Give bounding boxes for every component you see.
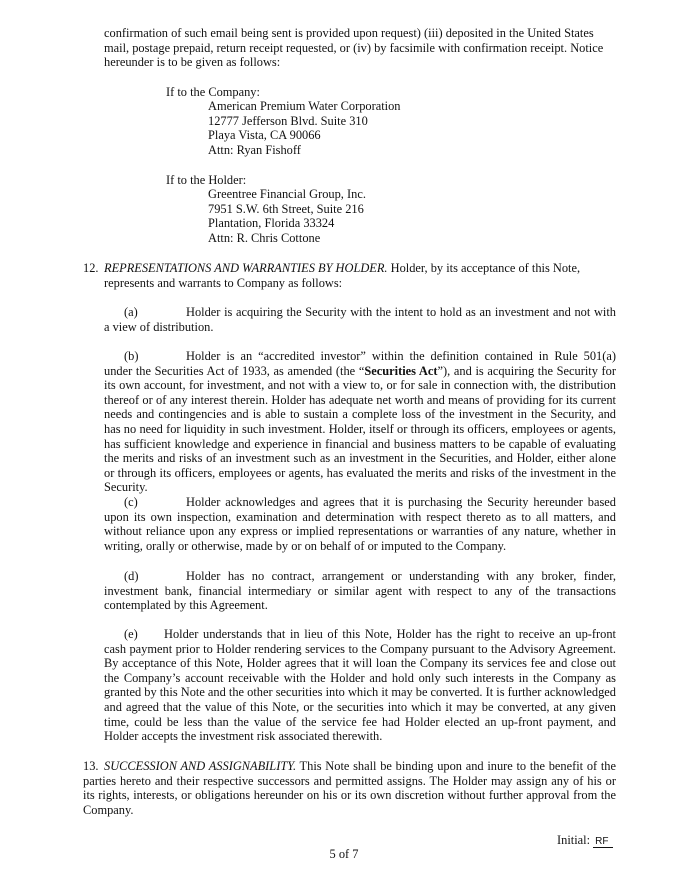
holder-address-heading: If to the Holder: xyxy=(166,173,247,187)
section-12c xyxy=(104,495,616,553)
company-street: 12777 Jefferson Blvd. Suite 310 xyxy=(208,114,368,128)
section-12-heading xyxy=(83,261,616,290)
company-name: American Premium Water Corporation xyxy=(208,99,401,113)
section-13-number: 13. xyxy=(83,759,99,773)
notice-line-3: hereunder is to be given as follows: xyxy=(104,55,281,70)
section-12-number: 12. xyxy=(83,261,99,275)
section-12d-text: Holder has no contract, arrangement or understanding with any broker, finder, investment bank, financial intermediary or similar agent with respect to any of the transactions contemplated by this Agreement. xyxy=(104,569,616,613)
holder-city: Plantation, Florida 33324 xyxy=(208,216,335,230)
company-address-heading: If to the Company: xyxy=(166,85,260,99)
page-number: 5 of 7 xyxy=(329,847,359,861)
section-12e-label: (e) xyxy=(124,627,138,641)
section-12c-text: Holder acknowledges and agrees that it is purchasing the Security hereunder based upon its own inspection, examination and determination with respect thereto as to all matters, and without reliance upon any express or implied representations or warranties of any nature, whether in writing, orally or otherwise, made by or on behalf of or imputed to the Company. xyxy=(104,495,616,553)
section-12b-label: (b) xyxy=(124,349,139,363)
section-12-title: REPRESENTATIONS AND WARRANTIES BY HOLDER. xyxy=(104,261,388,275)
holder-attn: Attn: R. Chris Cottone xyxy=(208,231,321,245)
section-12c-label: (c) xyxy=(124,495,138,509)
section-12b xyxy=(104,349,616,495)
section-12-intro-line-2: represents and warrants to Company as follows: xyxy=(104,275,343,290)
section-12a-text: Holder is acquiring the Security with the intent to hold as an investment and not with a view of distribution. xyxy=(104,305,616,334)
notice-line-1: confirmation of such email being sent is provided upon request) (iii) deposited in the United States xyxy=(104,26,594,40)
section-13-title: SUCCESSION AND ASSIGNABILITY. xyxy=(104,759,297,773)
securities-act-term: Securities Act xyxy=(364,363,438,378)
section-13-text: This Note shall be binding upon and inure to the benefit of the parties hereto and their respective successors and permitted assigns. The Holder may assign any of his or its rights, interests, or obligations hereunder on his or its own discretion without further approval from the Company. xyxy=(83,759,616,817)
section-12e-text: Holder understands that in lieu of this Note, Holder has the right to receive an up-front cash payment prior to Holder rendering services to the Company pursuant to the Advisory Agreement. By acceptance of this Note, Holder agrees that it will loan the Company its services fee and close out the Company’s account receivable with the Holder and hold only such interests in the Company as granted by this Note and the other securities into which it may be converted. It is further acknowledged and agreed that the value of this Note, or the securities into which it may be converted, at any given time, could be less than the value of the service fee had Holder elected an up-front payment, and Holder accepts the investment risk associated therewith. xyxy=(104,627,616,744)
section-13 xyxy=(83,759,616,817)
section-12-intro: Holder, by its acceptance of this Note, xyxy=(387,261,581,275)
notice-paragraph xyxy=(104,26,616,70)
notice-line-2: mail, postage prepaid, return receipt requested, or (iv) by facsimile with confirmation receipt. Notice xyxy=(104,40,604,55)
holder-name: Greentree Financial Group, Inc. xyxy=(208,187,366,201)
section-12e xyxy=(104,627,616,744)
holder-street: 7951 S.W. 6th Street, Suite 216 xyxy=(208,202,364,216)
section-12a-label: (a) xyxy=(124,305,138,319)
section-12b-text-post: ”), and is acquiring the Security for its own account, for investment, and not with a view to, or for sale in connection with, the distribution thereof or of any interest therein. Holder has adequate net worth and means of providing for its current needs and contingencies and is able to sustain a complete loss of the investment in the Security, and has no need for liquidity in such investment. Holder, itself or through its officers, employees or agents, has sufficient knowledge and experience in financial and business matters to be capable of evaluating the merits and risks of an investment such as an investment in the Securities, and Holder, either alone or through its officers, employees or agents, has evaluated the merits and risks of the investment in the Security. xyxy=(104,363,616,495)
section-12d xyxy=(104,569,616,613)
company-city: Playa Vista, CA 90066 xyxy=(208,128,321,142)
section-12d-label: (d) xyxy=(124,569,139,583)
initial-label: Initial: xyxy=(557,833,591,847)
section-12b-text-pre: Holder is an “accredited investor” within the definition contained in Rule 501(a) under the Securities Act of 1933, as amended (the “ xyxy=(104,349,616,378)
section-12a xyxy=(104,305,616,334)
company-attn: Attn: Ryan Fishoff xyxy=(208,143,301,157)
initial-field xyxy=(557,833,613,848)
initial-value: RF xyxy=(593,836,612,848)
